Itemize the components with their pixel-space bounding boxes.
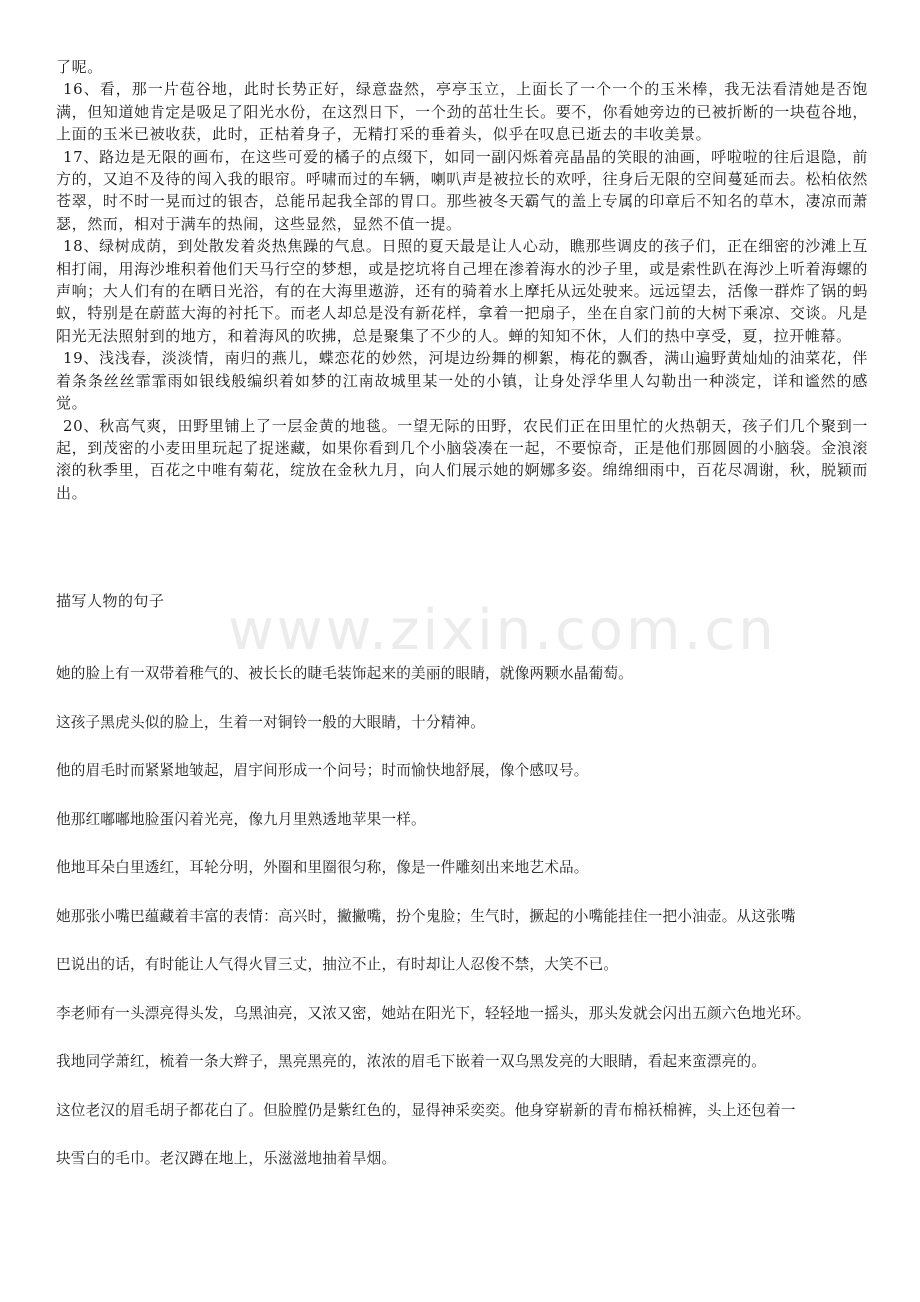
paragraph-19: 19、浅浅春，淡淡情，南归的燕儿，蝶恋花的妙然，河堤边纷舞的柳絮，梅花的飘香，满山遍野黄灿灿的油菜花，伴着条条丝丝霏霏雨如银线般编织着如梦的江南故城里某一处的小镇，让身处浮华里人勾勒出一种淡定，详和谧然的感觉。 bbox=[56, 349, 868, 413]
sentence-line: 这位老汉的眉毛胡子都花白了。但脸膛仍是紫红色的，显得神采奕奕。他身穿崭新的青布棉袄棉裤，头上还包着一 bbox=[56, 1101, 796, 1119]
sentence-line: 他的眉毛时而紧紧地皱起，眉宇间形成一个问号；时而愉快地舒展，像个感叹号。 bbox=[56, 762, 589, 779]
sentence-line: 巴说出的话，有时能让人气得火冒三丈，抽泣不止，有时却让人忍俊不禁，大笑不已。 bbox=[56, 956, 619, 973]
sentence-line: 李老师有一头漂亮得头发，乌黑油亮，又浓又密，她站在阳光下，轻轻地一摇头，那头发就会闪出五颜六色地光环。 bbox=[56, 1004, 811, 1022]
sentence-line: 我地同学萧红，梳着一条大辫子，黑亮黑亮的，浓浓的眉毛下嵌着一双乌黑发亮的大眼睛，看起来蛮漂亮的。 bbox=[56, 1053, 767, 1070]
sentence-line: 她的脸上有一双带着稚气的、被长长的睫毛装饰起来的美丽的眼睛，就像两颗水晶葡萄。 bbox=[56, 665, 633, 682]
paragraph-17: 17、路边是无限的画布，在这些可爱的橘子的点缀下，如同一副闪烁着亮晶晶的笑眼的油画，呼啦啦的往后退隐，前方的，又迫不及待的闯入我的眼帘。呼啸而过的车辆，喇叭声是被拉长的欢呼，往身后无限的空间蔓延而去。松柏依然苍翠，时不时一晃而过的银杏，总能吊起我全部的胃口。那些被冬天霸气的盖上专属的印章后不知名的草木，凄凉而萧瑟，然而，相对于满车的热闹，这些显然，显然不值一提。 bbox=[56, 147, 868, 233]
intro-fragment: 了呢。 bbox=[56, 58, 103, 76]
paragraph-18: 18、绿树成荫，到处散发着炎热焦躁的气息。日照的夏天最是让人心动，瞧那些调皮的孩子们，正在细密的沙滩上互相打闹，用海沙堆积着他们天马行空的梦想，或是挖坑将自己埋在渗着海水的沙子里，或是索性趴在海沙上听着海螺的声响；大人们有的在晒日光浴，有的在大海里遨游，还有的骑着水上摩托从远处驶来。远远望去，活像一群炸了锅的蚂蚁，特别是在蔚蓝大海的衬托下。而老人却总是没有新花样，拿着一把扇子，坐在自家门前的大树下乘凉、交谈。凡是阳光无法照射到的地方，和着海风的吹拂，总是聚集了不少的人。蝉的知知不休，人们的热中享受，夏，拉开帷幕。 bbox=[56, 237, 868, 345]
sentence-line: 他那红嘟嘟地脸蛋闪着光亮，像九月里熟透地苹果一样。 bbox=[56, 810, 426, 828]
sentence-line: 块雪白的毛巾。老汉蹲在地上，乐滋滋地抽着旱烟。 bbox=[56, 1150, 397, 1167]
sentence-line: 她那张小嘴巴蕴藏着丰富的表情：高兴时，撇撇嘴，扮个鬼脸；生气时，撅起的小嘴能挂住一把小油壶。从这张嘴 bbox=[56, 907, 796, 925]
paragraph-20: 20、秋高气爽，田野里铺上了一层金黄的地毯。一望无际的田野，农民们正在田里忙的火热朝天，孩子们几个聚到一起，到茂密的小麦田里玩起了捉迷藏，如果你看到几个小脑袋凑在一起，不要惊奇，正是他们那圆圆的小脑袋。金浪滚滚的秋季里，百花之中唯有菊花，绽放在金秋九月，向人们展示她的婀娜多姿。绵绵细雨中，百花尽凋谢，秋，脱颖而出。 bbox=[56, 416, 868, 502]
watermark: www.zixin.com.cn bbox=[228, 598, 777, 663]
sentence-line: 他地耳朵白里透红，耳轮分明，外圈和里圈很匀称，像是一件雕刻出来地艺术品。 bbox=[56, 859, 589, 876]
character-sentences bbox=[56, 650, 868, 1184]
paragraph-16: 16、看，那一片苞谷地，此时长势正好，绿意盎然，亭亭玉立，上面长了一个一个的玉米棒，我无法看清她是否饱满，但知道她肯定是吸足了阳光水份，在这烈日下，一个劲的茁壮生长。要不，你看她旁边的已被折断的一块苞谷地，上面的玉米已被收获，此时，正枯着身子，无精打采的垂着头，似乎在叹息已逝去的丰收美景。 bbox=[56, 80, 868, 144]
section-title: 描写人物的句子 bbox=[56, 592, 165, 610]
scenery-sentences bbox=[56, 56, 868, 504]
sentence-line: 这孩子黑虎头似的脸上，生着一对铜铃一般的大眼睛，十分精神。 bbox=[56, 713, 486, 731]
